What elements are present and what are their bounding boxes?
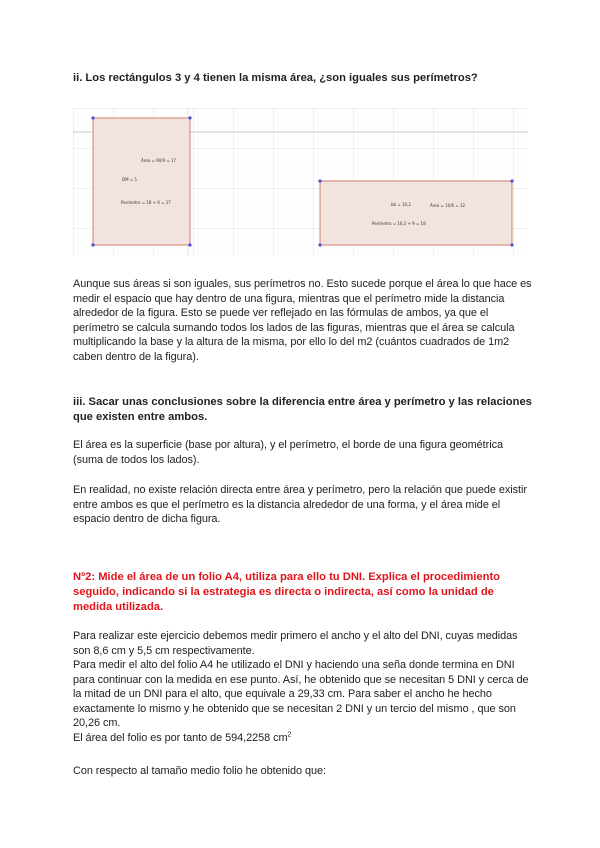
area-result-text: El área del folio es por tanto de 594,2258 cm <box>73 732 288 744</box>
vertex-point <box>188 116 191 119</box>
exercise-2-paragraph-2: Para medir el alto del folio A4 he utilizado el DNI y haciendo una seña donde termina en DNI para continuar con la medida en ese punto. Así, he obtenido que se necesitan 5 DNI y cerca de la mitad de un DNI para el alto, que equivale a 29,33 cm. Para saber el ancho he hecho exactamente lo mismo y he obtenido que se necesitan 2 DNI y un tercio del mismo , que son 20,26 cm. <box>73 659 529 730</box>
vertex-point <box>318 243 321 246</box>
vertex-point <box>318 179 321 182</box>
vertex-point <box>91 243 94 246</box>
question-ii-answer: Aunque sus áreas si son iguales, sus perímetros no. Esto sucede porque el área lo que hace es medir el espacio que hay dentro de una figura, mientras que el perímetro mide la distancia alrededor de la figura. Esto se puede ver reflejado en las fórmulas de ambos, ya que el perímetro se calcula sumando todos los lados de las figuras, mientras que el área se calcula multiplicando la base y la altura de la misma, por ello lo del m2 (cuántos cuadrados de 1m2 caben dentro de la figura). <box>73 278 532 363</box>
vertex-point <box>510 179 513 182</box>
exercise-2-paragraph-4: Con respecto al tamaño medio folio he obtenido que: <box>73 765 326 777</box>
question-ii-heading: ii. Los rectángulos 3 y 4 tienen la misma área, ¿son iguales sus perímetros? <box>73 72 478 84</box>
exercise-2-heading: Nº2: Mide el área de un folio A4, utiliza para ello tu DNI. Explica el procedimiento seguido, indicando si la estrategia es directa o indirecta, así como la unidad de medida utilizada. <box>73 571 501 613</box>
geogebra-graphic <box>73 108 528 256</box>
question-iii-paragraph-1: El área es la superficie (base por altura), y el perímetro, el borde de una figura geométrica (suma de todos los lados). <box>73 439 503 466</box>
rectangle-4 <box>320 181 512 245</box>
rect4-base-label: bb = 10,2 <box>391 202 411 207</box>
area-unit-exponent: 2 <box>287 731 292 739</box>
rect4-area-label: Área = 10/6 = 12 <box>430 203 466 208</box>
rect3-perimeter-label: Perímetro = 18 + 9 = 17 <box>121 200 171 205</box>
rectangles-figure <box>73 108 528 256</box>
vertex-point <box>188 243 191 246</box>
rect4-perimeter-label: Perímetro = 10,2 + 9 = 18 <box>372 221 426 226</box>
exercise-2-area-result <box>73 731 533 746</box>
vertex-point <box>91 116 94 119</box>
question-iii-heading: iii. Sacar unas conclusiones sobre la diferencia entre área y perímetro y las relaciones que existen entre ambos. <box>73 396 532 423</box>
vertex-point <box>510 243 513 246</box>
question-iii-paragraph-2: En realidad, no existe relación directa entre área y perímetro, pero la relación que puede existir entre ambos es que el perímetro es la distancia alrededor de una forma, y el área mide el espacio dentro de dicha figura. <box>73 484 527 526</box>
exercise-2-paragraph-1: Para realizar este ejercicio debemos medir primero el ancho y el alto del DNI, cuyas medidas son 8,6 cm y 5,5 cm respectivamente. <box>73 630 518 657</box>
rect3-area-label: Área = 90/9 = 17 <box>141 158 177 163</box>
rect3-base-label: DM = 5 <box>122 177 137 182</box>
rectangle-3 <box>93 118 190 245</box>
